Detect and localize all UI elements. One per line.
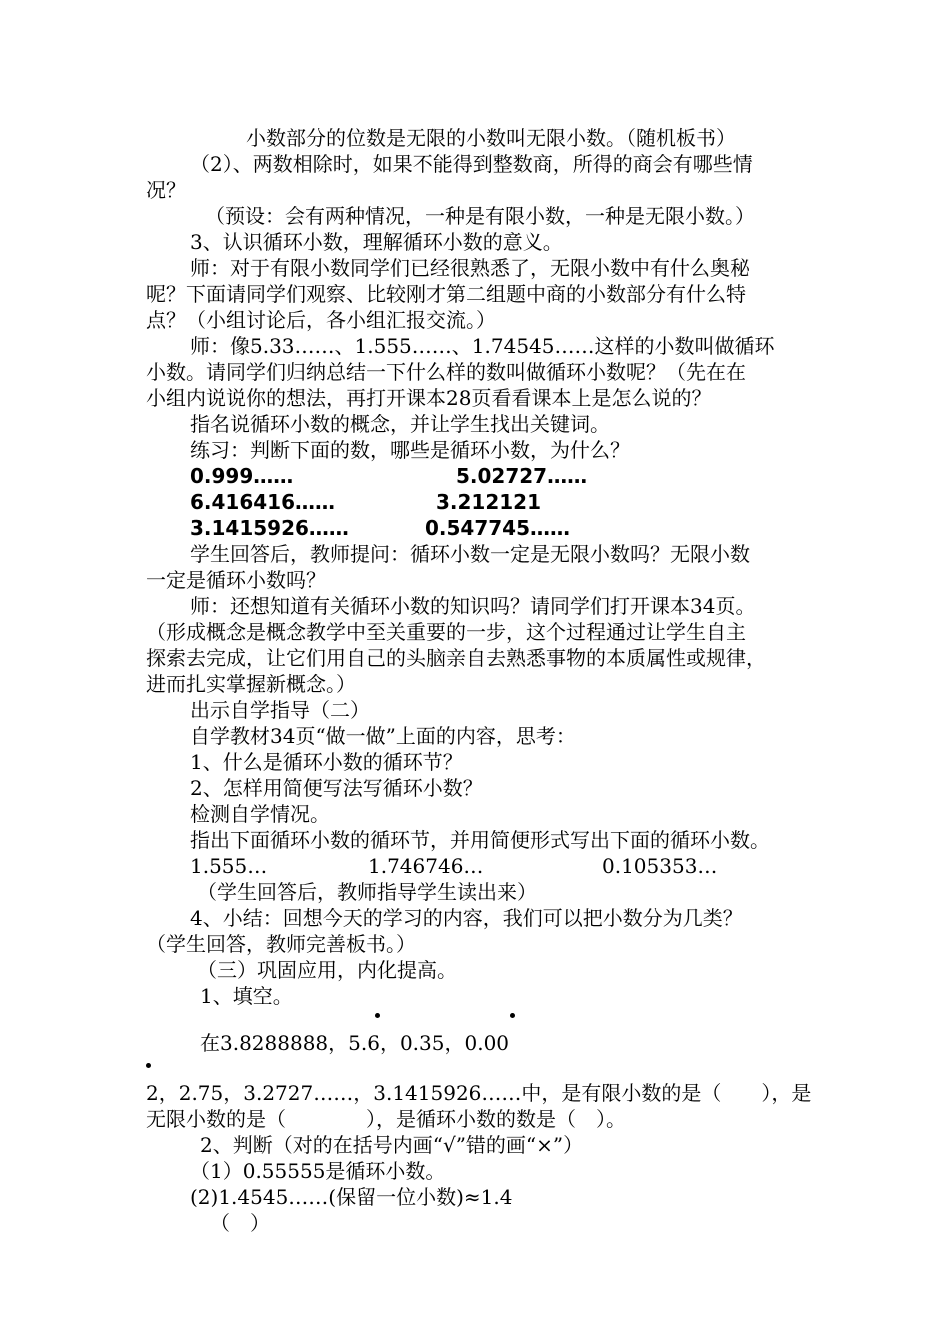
text-line: （1）0.55555是循环小数。	[190, 1159, 446, 1183]
text-line: 指名说循环小数的概念，并让学生找出关键词。	[190, 412, 610, 436]
text-line: 进而扎实掌握新概念。）	[146, 672, 356, 696]
cycle-number: 1.555…	[190, 854, 268, 878]
text-line: 无限小数的是（ ），是循环小数的数是（ ）。	[146, 1107, 626, 1131]
practice-number: 6.416416……	[190, 490, 336, 514]
text-line: 学生回答后，教师提问：循环小数一定是无限小数吗？无限小数	[190, 542, 750, 566]
text-line: 小数。请同学们归纳总结一下什么样的数叫做循环小数呢？（先在在	[146, 360, 746, 384]
text-line: 探索去完成，让它们用自己的头脑亲自去熟悉事物的本质属性或规律，	[146, 646, 766, 670]
practice-number: 3.1415926……	[190, 516, 349, 540]
text-line: 呢？下面请同学们观察、比较刚才第二组题中商的小数部分有什么特	[146, 282, 746, 306]
practice-number: 0.547745……	[425, 516, 571, 540]
text-line: (2)1.4545……(保留一位小数)≈1.4	[190, 1185, 513, 1209]
text-line: （预设：会有两种情况，一种是有限小数，一种是无限小数。）	[205, 204, 755, 228]
text-line: 师：对于有限小数同学们已经很熟悉了，无限小数中有什么奥秘	[190, 256, 750, 280]
cycle-number: 0.105353…	[602, 854, 718, 878]
text-line: 况？	[146, 178, 186, 202]
text-line: 师：还想知道有关循环小数的知识吗？请同学们打开课本34页。	[190, 594, 756, 618]
practice-number: 3.212121	[436, 490, 542, 514]
repeating-dot	[510, 1013, 515, 1018]
text-line: （形成概念是概念教学中至关重要的一步，这个过程通过让学生自主	[146, 620, 746, 644]
text-line: （三）巩固应用，内化提高。	[197, 958, 457, 982]
text-line: 自学教材34页“做一做”上面的内容，思考：	[190, 724, 576, 748]
repeating-dot	[375, 1013, 380, 1018]
text-line: 出示自学指导（二）	[190, 698, 370, 722]
practice-number: 0.999……	[190, 464, 294, 488]
text-line: 4、小结：回想今天的学习的内容，我们可以把小数分为几类？	[190, 906, 743, 930]
repeating-dot	[146, 1063, 151, 1068]
text-line: 点？（小组讨论后，各小组汇报交流。）	[146, 308, 496, 332]
text-line: 师：像5.33……、1.555……、1.74545……这样的小数叫做循环	[190, 334, 775, 358]
practice-number: 5.02727……	[456, 464, 588, 488]
text-line: 2、判断（对的在括号内画“√”错的画“×”）	[200, 1133, 584, 1157]
text-line: 1、什么是循环小数的循环节？	[190, 750, 463, 774]
text-line: 小组内说说你的想法，再打开课本28页看看课本上是怎么说的？	[146, 386, 712, 410]
text-line: 在3.8288888，5.6，0.35，0.00	[200, 1031, 510, 1055]
text-line: （ ）	[210, 1211, 270, 1235]
text-line: （2）、两数相除时，如果不能得到整数商，所得的商会有哪些情	[190, 152, 753, 176]
text-line: （学生回答后，教师指导学生读出来）	[197, 880, 537, 904]
cycle-number: 1.746746…	[368, 854, 484, 878]
text-line: 2、怎样用简便写法写循环小数？	[190, 776, 483, 800]
text-line: （学生回答，教师完善板书。）	[146, 932, 416, 956]
text-line: 指出下面循环小数的循环节，并用简便形式写出下面的循环小数。	[190, 828, 770, 852]
text-line: 3、认识循环小数，理解循环小数的意义。	[190, 230, 563, 254]
text-line: 2，2.75，3.2727……，3.1415926……中，是有限小数的是（ ），是	[146, 1081, 812, 1105]
text-line: 练习：判断下面的数，哪些是循环小数，为什么？	[190, 438, 630, 462]
text-line: 1、填空。	[200, 984, 293, 1008]
text-line: 小数部分的位数是无限的小数叫无限小数。（随机板书）	[246, 126, 736, 150]
text-line: 一定是循环小数吗？	[146, 568, 326, 592]
text-line: 检测自学情况。	[190, 802, 330, 826]
